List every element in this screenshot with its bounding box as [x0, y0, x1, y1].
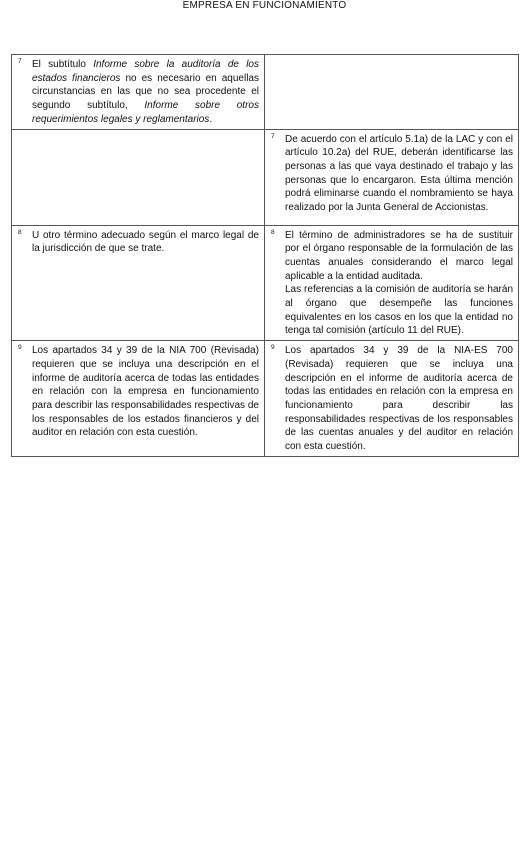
- footnote-text: El subtítulo Informe sobre la auditoría de los estados financieros no es necesario en aquellas circunstancias en las que no sea procedente el segundo subtítulo, Informe sobre otros requerimientos legales y reglamentarios.: [32, 59, 259, 125]
- footnote-text-continued: Las referencias a la comisión de auditoría se harán al órgano que desempeñe las funciones equivalentes en los casos en los que la entidad no tenga tal comisión (artículo 11 del RUE).: [285, 284, 513, 337]
- footnote-text: El término de administradores se ha de sustituir por el órgano responsable de la formulación de las cuentas anuales considerando el marco legal aplicable a la entidad auditada.: [285, 229, 513, 282]
- footnote-cell-left: [12, 225, 265, 341]
- page-title: EMPRESA EN FUNCIONAMIENTO: [182, 0, 347, 11]
- footnote-cell-right: [265, 129, 519, 225]
- footnotes-table: [11, 54, 519, 457]
- footnote-number: 9: [18, 344, 22, 352]
- footnote-number: 7: [18, 58, 22, 65]
- table-row: [12, 55, 519, 130]
- table-row: [12, 341, 519, 457]
- footnote-cell-empty: [265, 55, 519, 130]
- table-row: [12, 129, 519, 225]
- footnote-number: 8: [18, 228, 22, 236]
- footnote-number: 8: [271, 228, 275, 236]
- footnote-cell-left: [12, 55, 265, 130]
- table-row: [12, 225, 519, 341]
- footnote-cell-right: [265, 225, 519, 341]
- footnote-text: U otro término adecuado según el marco legal de la jurisdicción de que se trate.: [32, 229, 259, 255]
- footnote-number: 7: [271, 132, 275, 140]
- footnote-cell-empty: [12, 129, 265, 225]
- footnote-text: Los apartados 34 y 39 de la NIA 700 (Revisada) requieren que se incluya una descripción en el informe de auditoría acerca de todas las entidades en relación con la empresa en funcionamiento para describir las responsabilidades respectivas de los responsables de los estados financieros y del auditor en relación con esta cuestión.: [32, 345, 259, 439]
- footnote-number: 9: [271, 344, 275, 352]
- footnote-text: Los apartados 34 y 39 de la NIA-ES 700 (Revisada) requieren que se incluya una descripción en el informe de auditoría acerca de todas las entidades en relación con la empresa en funcionamiento para describir las responsabilidades respectivas de los responsables de las cuentas anuales y del auditor en relación con esta cuestión.: [285, 345, 513, 453]
- footnote-cell-left: [12, 341, 265, 457]
- footnote-cell-right: [265, 341, 519, 457]
- footnote-text: De acuerdo con el artículo 5.1a) de la LAC y con el artículo 10.2a) del RUE, deberán identificarse las personas a las que vaya destinado el trabajo y las personas que lo encargaron. Esta última mención podrá eliminarse cuando el nombramiento se haya realizado por la Junta General de Accionistas.: [285, 133, 513, 214]
